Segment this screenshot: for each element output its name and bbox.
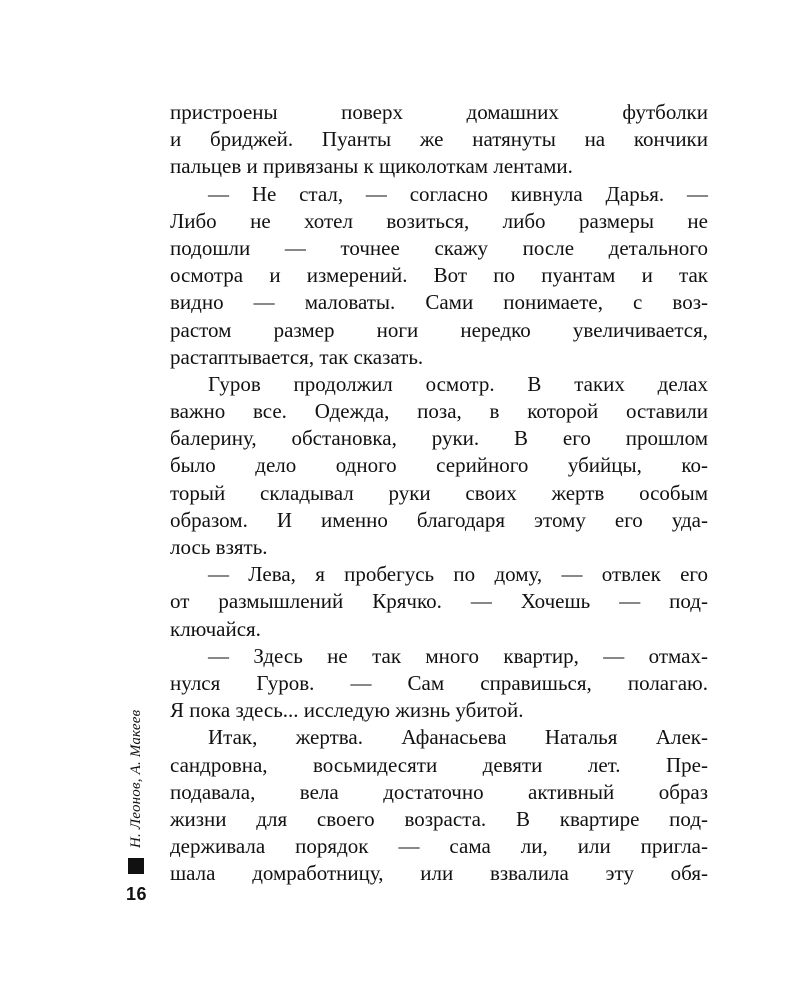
text-line: держивала порядок — сама ли, или пригла- <box>170 834 708 859</box>
text-line: шала домработницу, или взвалила эту обя- <box>170 861 708 886</box>
text-line: Я пока здесь... исследую жизнь убитой. <box>170 698 524 723</box>
text-line: от размышлений Крячко. — Хочешь — под- <box>170 589 708 614</box>
text-line: видно — маловаты. Сами понимаете, с воз- <box>170 290 708 315</box>
text-line: Либо не хотел возиться, либо размеры не <box>170 208 708 233</box>
text-line: нулся Гуров. — Сам справишься, полагаю. <box>170 670 708 695</box>
text-line: подавала, вела достаточно активный образ <box>170 779 708 804</box>
square-marker-icon <box>128 858 144 874</box>
text-line: торый складывал руки своих жертв особым <box>170 480 708 505</box>
text-line: важно все. Одежда, поза, в которой оставили <box>170 399 708 424</box>
page-number: 16 <box>126 884 148 904</box>
text-line: — Не стал, — согласно кивнула Дарья. — <box>208 181 708 206</box>
text-line: ключайся. <box>170 616 261 641</box>
text-line: сандровна, восьмидесяти девяти лет. Пре- <box>170 752 708 777</box>
text-line: балерину, обстановка, руки. В его прошлом <box>170 426 708 451</box>
text-line: растаптывается, так сказать. <box>170 344 424 369</box>
text-line: Итак, жертва. Афанасьева Наталья Алек- <box>208 725 708 750</box>
text-line: образом. И именно благодаря этому его уда- <box>170 507 708 532</box>
text-line: пристроены поверх домашних футболки <box>170 100 708 124</box>
text-line: жизни для своего возраста. В квартире под- <box>170 806 708 831</box>
body-text <box>170 99 708 887</box>
text-line: Гуров продолжил осмотр. В таких делах <box>208 371 708 396</box>
text-line: осмотра и измерений. Вот по пуантам и так <box>170 263 708 288</box>
text-line: подошли — точнее скажу после детального <box>170 235 708 260</box>
text-line: растом размер ноги нередко увеличивается, <box>170 317 708 342</box>
text-line: лось взять. <box>170 535 268 559</box>
text-line: было дело одного серийного убийцы, ко- <box>170 453 708 478</box>
text-line: — Лева, я пробегусь по дому, — отвлек его <box>208 562 708 587</box>
running-head-author: Н. Леонов, А. Макеев <box>128 709 144 848</box>
text-line: и бриджей. Пуанты же натянуты на кончики <box>170 127 708 152</box>
text-line: — Здесь не так много квартир, — отмах- <box>208 643 708 668</box>
text-line: пальцев и привязаны к щиколоткам лентами. <box>170 154 573 179</box>
